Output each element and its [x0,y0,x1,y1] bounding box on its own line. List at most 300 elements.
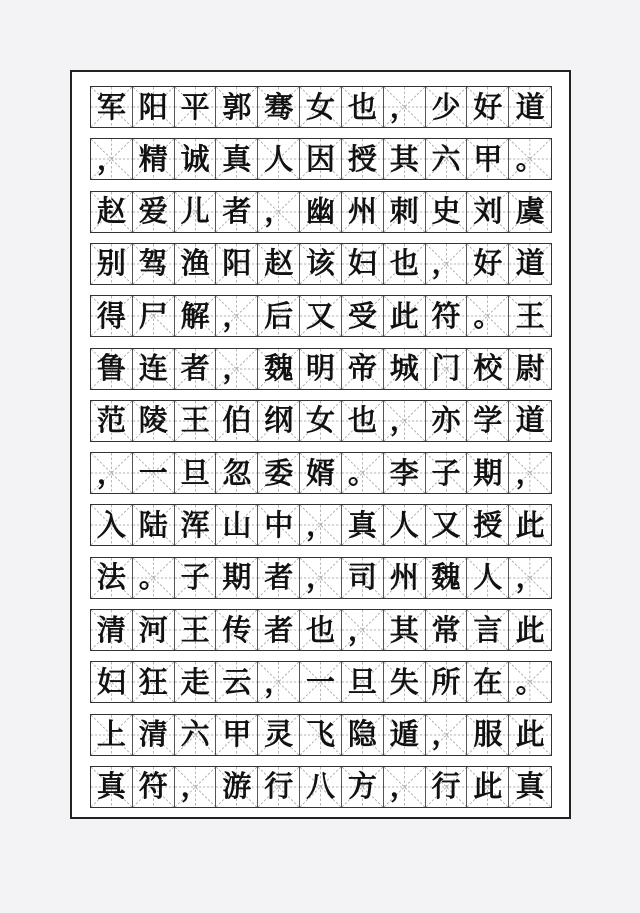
character: 纲 [264,403,294,438]
character: 儿 [180,194,210,229]
character: 此 [515,507,545,542]
character: 伯 [222,403,252,438]
character: ， [306,560,336,595]
character: 别 [96,246,126,281]
character: 渔 [180,246,210,281]
character: 王 [180,612,210,647]
character: 好 [473,89,503,124]
grid-cell [384,139,426,179]
character: 飞 [306,717,336,752]
grid-cell [384,192,426,232]
character: 者 [222,194,252,229]
character: 。 [473,298,503,333]
character: 言 [473,612,503,647]
grid-cell [91,715,133,755]
grid-cell [258,349,300,389]
grid-cell [300,610,342,650]
character: 女 [306,89,336,124]
grid-cell [175,87,217,127]
character: 驾 [138,246,168,281]
character: 山 [222,507,252,542]
grid-cell [133,453,175,493]
character: 精 [138,141,168,176]
grid-cell [133,244,175,284]
character: 浑 [180,507,210,542]
grid-cell [509,558,551,598]
grid-row [90,86,552,128]
character: 阳 [138,89,168,124]
character: 王 [180,403,210,438]
grid-cell [175,349,217,389]
character: 六 [431,141,461,176]
character: 游 [222,769,252,804]
character: 行 [431,769,461,804]
grid-cell [133,558,175,598]
grid-cell [216,192,258,232]
character: 解 [180,298,210,333]
character: 委 [264,455,294,490]
grid-cell [175,296,217,336]
grid-cell [300,401,342,441]
character: 州 [389,560,419,595]
grid-cell [426,505,468,545]
grid-cell [91,349,133,389]
character: ， [347,612,377,647]
grid-cell [175,610,217,650]
grid-cell [216,87,258,127]
grid-row [90,295,552,337]
grid-cell [91,139,133,179]
grid-cell [342,349,384,389]
character: 军 [96,89,126,124]
grid-row [90,243,552,285]
character: 所 [431,664,461,699]
character: 清 [96,612,126,647]
grid-cell [384,610,426,650]
grid-cell [467,401,509,441]
grid-cell [133,401,175,441]
grid-cell [91,558,133,598]
character: 服 [473,717,503,752]
character: 李 [389,455,419,490]
grid-cell [342,767,384,807]
character: 门 [431,351,461,385]
grid-cell [91,610,133,650]
grid-cell [509,453,551,493]
character: 法 [96,560,126,595]
grid-cell [133,349,175,389]
grid-cell [175,662,217,702]
character: 子 [180,560,210,595]
character: 。 [515,141,545,176]
grid-cell [467,662,509,702]
copybook-sheet [70,70,571,819]
character: 连 [138,351,168,385]
character: 好 [473,246,503,281]
character: 女 [306,403,336,438]
grid-cell [216,401,258,441]
character: 授 [347,141,377,176]
grid-cell [426,349,468,389]
grid-cell [258,662,300,702]
character: 此 [515,717,545,752]
character: 遁 [389,717,419,752]
grid-row [90,452,552,494]
character: 因 [306,141,336,176]
grid-row [90,138,552,180]
grid-cell [300,558,342,598]
grid-row [90,504,552,546]
character: 魏 [431,560,461,595]
grid-cell [426,192,468,232]
character: 陵 [138,403,168,438]
grid-cell [91,662,133,702]
grid-cell [258,558,300,598]
character: 灵 [264,717,294,752]
grid-cell [384,453,426,493]
grid-cell [467,505,509,545]
grid-cell [300,244,342,284]
character: 陆 [138,507,168,542]
grid-cell [175,244,217,284]
grid-cell [509,139,551,179]
character: 隐 [347,717,377,752]
character: 失 [389,664,419,699]
grid-cell [300,87,342,127]
grid-cell [91,244,133,284]
character: 真 [96,769,126,804]
character: 鲁 [96,351,126,385]
grid-cell [509,715,551,755]
grid-cell [467,87,509,127]
character: 方 [347,769,377,804]
grid-cell [467,767,509,807]
grid-cell [216,505,258,545]
grid-cell [426,139,468,179]
character: 河 [138,612,168,647]
character: 州 [347,194,377,229]
character: 也 [347,403,377,438]
grid-cell [133,767,175,807]
character: 婿 [306,455,336,490]
grid-cell [426,662,468,702]
grid-cell [175,558,217,598]
character: 又 [431,507,461,542]
grid-row [90,557,552,599]
character: ， [306,507,336,542]
character: 人 [473,560,503,595]
grid-cell [133,139,175,179]
character: 甲 [473,141,503,176]
character: 虞 [515,194,545,229]
character: 爱 [138,194,168,229]
grid-cell [91,767,133,807]
character: 刘 [473,194,503,229]
grid-cell [300,349,342,389]
grid-cell [258,87,300,127]
grid-cell [467,296,509,336]
grid-cell [216,715,258,755]
character: ， [431,246,461,281]
character: 又 [306,298,336,333]
character: 后 [264,298,294,333]
grid-cell [342,715,384,755]
grid-cell [175,192,217,232]
character: 此 [473,769,503,804]
character: 诚 [180,141,210,176]
grid-cell [300,296,342,336]
character: ， [222,351,252,385]
grid-cell [300,453,342,493]
character: 亦 [431,403,461,438]
grid-cell [509,244,551,284]
character: 明 [306,351,336,385]
character: 子 [431,455,461,490]
grid-cell [342,401,384,441]
character: 清 [138,717,168,752]
grid-cell [91,87,133,127]
grid-cell [384,296,426,336]
character: 妇 [96,664,126,699]
character: 中 [264,507,294,542]
grid-cell [91,296,133,336]
character: 符 [138,769,168,804]
grid-cell [342,558,384,598]
grid-cell [91,401,133,441]
grid-cell [216,558,258,598]
character: 真 [515,769,545,804]
grid-cell [342,296,384,336]
character: 范 [96,403,126,438]
character: 骞 [264,89,294,124]
character: 期 [222,560,252,595]
grid-cell [175,767,217,807]
character: ， [180,769,210,804]
character: 一 [306,664,336,699]
character: 此 [389,298,419,333]
grid-cell [133,610,175,650]
grid-cell [384,401,426,441]
grid-cell [384,767,426,807]
grid-cell [509,349,551,389]
grid-cell [91,192,133,232]
character: 期 [473,455,503,490]
grid-cell [258,296,300,336]
grid-cell [133,192,175,232]
grid-cell [467,610,509,650]
grid-cell [509,401,551,441]
character: ， [389,769,419,804]
character: 少 [431,89,461,124]
character: 狂 [138,664,168,699]
grid-cell [342,244,384,284]
character: 帝 [347,351,377,385]
character: 道 [515,403,545,438]
character: 史 [431,194,461,229]
character: 赵 [264,246,294,281]
character: 忽 [222,455,252,490]
character: 赵 [96,194,126,229]
grid-cell [342,505,384,545]
grid-cell [467,715,509,755]
character: 一 [138,455,168,490]
grid-cell [467,453,509,493]
grid-cell [300,139,342,179]
grid-cell [133,87,175,127]
character: 该 [306,246,336,281]
character: 也 [389,246,419,281]
character: 。 [138,560,168,595]
character: 人 [389,507,419,542]
character: 者 [264,612,294,647]
grid-cell [426,767,468,807]
grid-cell [258,139,300,179]
character: 受 [347,298,377,333]
character: 八 [306,769,336,804]
character: ， [515,455,545,490]
grid-cell [384,505,426,545]
character: 在 [473,664,503,699]
character: 者 [180,351,210,385]
grid-row [90,348,552,390]
grid-cell [216,662,258,702]
grid-cell [258,767,300,807]
grid-cell [426,244,468,284]
character: 魏 [264,351,294,385]
character: 也 [347,89,377,124]
character: 入 [96,507,126,542]
character: 校 [473,351,503,385]
grid-cell [216,244,258,284]
grid-cell [258,715,300,755]
grid-cell [426,610,468,650]
grid-cell [300,505,342,545]
character: 也 [306,612,336,647]
character: 此 [515,612,545,647]
character: ， [96,455,126,490]
grid-row [90,400,552,442]
character: 阳 [222,246,252,281]
character: 常 [431,612,461,647]
character: ， [431,717,461,752]
character: 符 [431,298,461,333]
grid-cell [258,610,300,650]
character: 城 [389,351,419,385]
character: 传 [222,612,252,647]
grid-cell [342,139,384,179]
character: 真 [347,507,377,542]
grid-cell [133,715,175,755]
character: ， [264,194,294,229]
grid-cell [509,767,551,807]
grid-cell [384,558,426,598]
grid-cell [216,767,258,807]
grid-cell [467,558,509,598]
character: 尉 [515,351,545,385]
character: ， [389,403,419,438]
character: 王 [515,298,545,333]
grid-cell [91,505,133,545]
grid-cell [258,244,300,284]
grid-cell [342,192,384,232]
grid-cell [216,139,258,179]
grid-cell [175,715,217,755]
character: 妇 [347,246,377,281]
grid-cell [175,505,217,545]
character: 云 [222,664,252,699]
character: 得 [96,298,126,333]
grid-cell [133,662,175,702]
character: 人 [264,141,294,176]
grid-cell [342,662,384,702]
grid-cell [216,296,258,336]
character: ， [389,89,419,124]
character: ， [515,560,545,595]
grid-cell [384,349,426,389]
character: 郭 [222,89,252,124]
character: 道 [515,246,545,281]
grid-cell [258,505,300,545]
character: 走 [180,664,210,699]
grid-cell [133,296,175,336]
grid-cell [467,349,509,389]
grid-cell [467,192,509,232]
grid-row [90,609,552,651]
grid-cell [342,453,384,493]
grid-cell [342,87,384,127]
character: ， [96,141,126,176]
grid-cell [384,715,426,755]
character: 者 [264,560,294,595]
character: 其 [389,141,419,176]
grid-cell [133,505,175,545]
character: 上 [96,717,126,752]
grid-cell [258,453,300,493]
grid-row [90,661,552,703]
character: 道 [515,89,545,124]
grid-cell [426,453,468,493]
character: 旦 [347,664,377,699]
grid-cell [426,715,468,755]
grid-cell [509,610,551,650]
grid-cell [509,296,551,336]
grid-row [90,714,552,756]
grid-cell [384,244,426,284]
grid-cell [216,453,258,493]
grid-cell [300,662,342,702]
grid-cell [258,192,300,232]
character: 。 [515,664,545,699]
grid-row [90,191,552,233]
character: 真 [222,141,252,176]
grid-cell [300,767,342,807]
grid-cell [426,87,468,127]
grid-cell [300,715,342,755]
grid-cell [426,401,468,441]
grid-cell [509,87,551,127]
character: 其 [389,612,419,647]
character: ， [264,664,294,699]
character: 尸 [138,298,168,333]
character: 六 [180,717,210,752]
grid-row [90,766,552,808]
grid-cell [175,401,217,441]
character: 行 [264,769,294,804]
grid-cell [509,505,551,545]
character: 旦 [180,455,210,490]
character: 幽 [306,194,336,229]
character: 甲 [222,717,252,752]
